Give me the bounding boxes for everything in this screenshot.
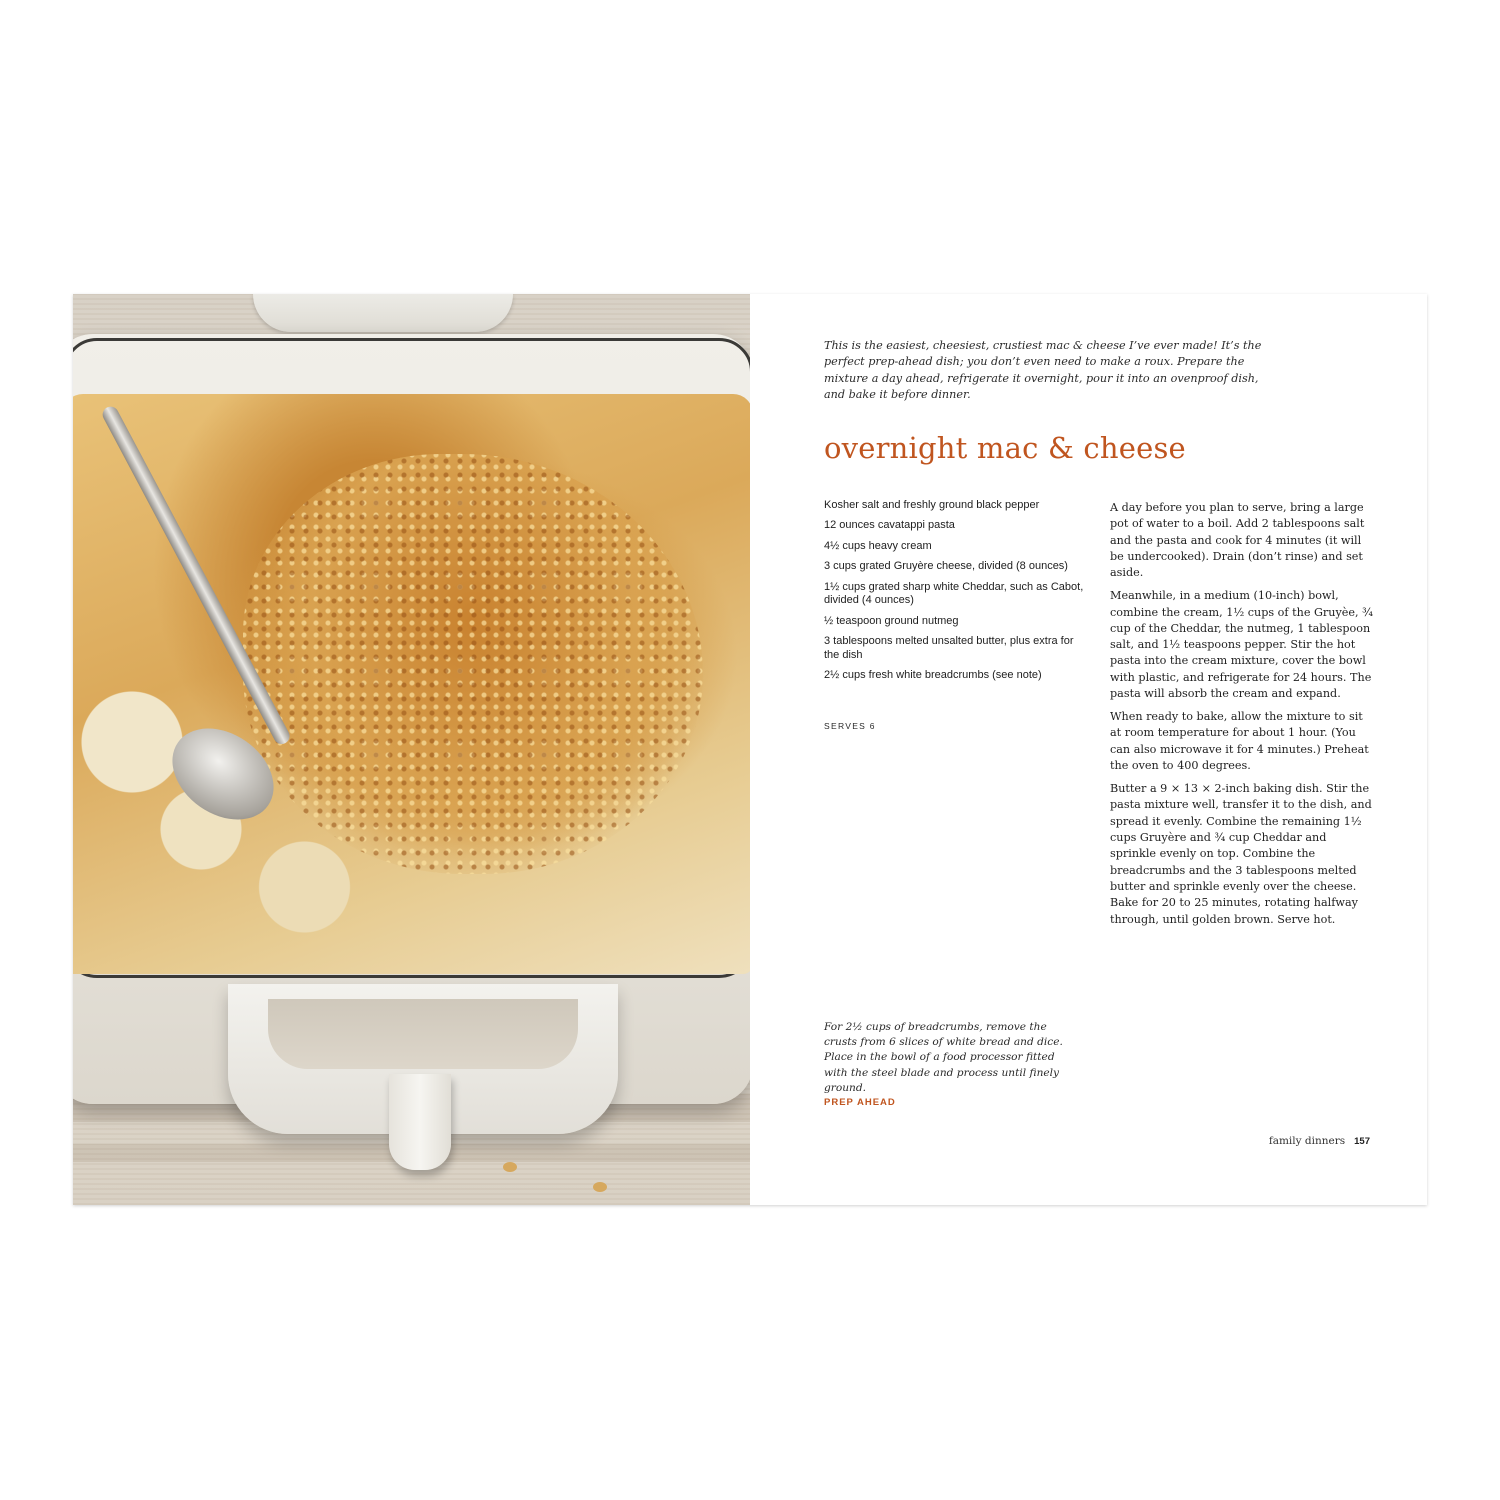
recipe-page xyxy=(750,294,1427,1205)
ingredient-item: 4½ cups heavy cream xyxy=(824,539,932,552)
breadcrumb-note: For 2½ cups of breadcrumbs, remove the crusts from 6 slices of white bread and dice. Place in the bowl of a food processor fitted with the steel blade and process until finely ground. xyxy=(824,1021,1063,1094)
method-step: When ready to bake, allow the mixture to sit at room temperature for about 1 hour. (You can also microwave it for 4 minutes.) Preheat the oven to 400 degrees. xyxy=(1110,710,1369,773)
ingredient-item: 3 cups grated Gruyère cheese, divided (8 ounces) xyxy=(824,560,1068,573)
dish-top-handle xyxy=(253,294,513,332)
recipe-intro: This is the easiest, cheesiest, crustiest mac & cheese I’ve ever made! It’s the perfect prep-ahead dish; you don’t even need to make a roux. Prepare the mixture a day ahead, refrigerate it overnight, pour it into an ovenproof dish, and bake it before dinner. xyxy=(824,339,1262,402)
dish-handle-tab xyxy=(389,1074,451,1170)
method-step: A day before you plan to serve, bring a large pot of water to a boil. Add 2 tablespoons salt and the pasta and cook for 4 minutes (it will be undercooked). Drain (don’t rinse) and set aside. xyxy=(1110,501,1365,580)
ingredient-list xyxy=(824,499,1084,689)
page-number: 157 xyxy=(1354,1136,1370,1147)
book-spread xyxy=(73,294,1427,1205)
method-steps xyxy=(1110,500,1375,935)
recipe-title: overnight mac & cheese xyxy=(824,431,1186,465)
ingredient-item: ½ teaspoon ground nutmeg xyxy=(824,614,959,627)
ingredient-item: 2½ cups fresh white breadcrumbs (see note) xyxy=(824,668,1042,681)
crumb xyxy=(593,1182,607,1192)
method-step: Butter a 9 × 13 × 2-inch baking dish. Stir the pasta mixture well, transfer it to the dish, and spread it evenly. Combine the remaining 1½ cups Gruyère and ¾ cup Cheddar and sprinkle evenly on top. Combine the breadcrumbs and the 3 tablespoons melted butter and sprinkle evenly over the cheese. Bake for 20 to 25 minutes, rotating halfway through, until golden brown. Serve hot. xyxy=(1110,782,1372,926)
ingredient-item: 12 ounces cavatappi pasta xyxy=(824,519,955,532)
ingredient-item: 3 tablespoons melted unsalted butter, plus extra for the dish xyxy=(824,634,1074,661)
dish-handle-opening xyxy=(268,999,578,1069)
page-footer xyxy=(1269,1131,1370,1149)
mac-and-cheese-photo xyxy=(73,294,750,1205)
section-name: family dinners xyxy=(1268,1135,1346,1147)
method-step: Meanwhile, in a medium (10-inch) bowl, combine the cream, 1½ cups of the Gruyèe, ¾ cup of the Cheddar, the nutmeg, 1 tablespoon salt, and 1½ teaspoons pepper. Stir the hot pasta into the cream mixture, cover the bowl with plastic, and refrigerate for 24 hours. The pasta will absorb the cream and expand. xyxy=(1110,589,1373,701)
crumb xyxy=(503,1162,517,1172)
prep-ahead-label: PREP AHEAD xyxy=(824,1097,896,1108)
ingredient-item: 1½ cups grated sharp white Cheddar, such as Cabot, divided (4 ounces) xyxy=(824,580,1084,607)
servings-label: SERVES 6 xyxy=(824,721,876,731)
ingredient-item: Kosher salt and freshly ground black pepper xyxy=(824,499,1040,511)
